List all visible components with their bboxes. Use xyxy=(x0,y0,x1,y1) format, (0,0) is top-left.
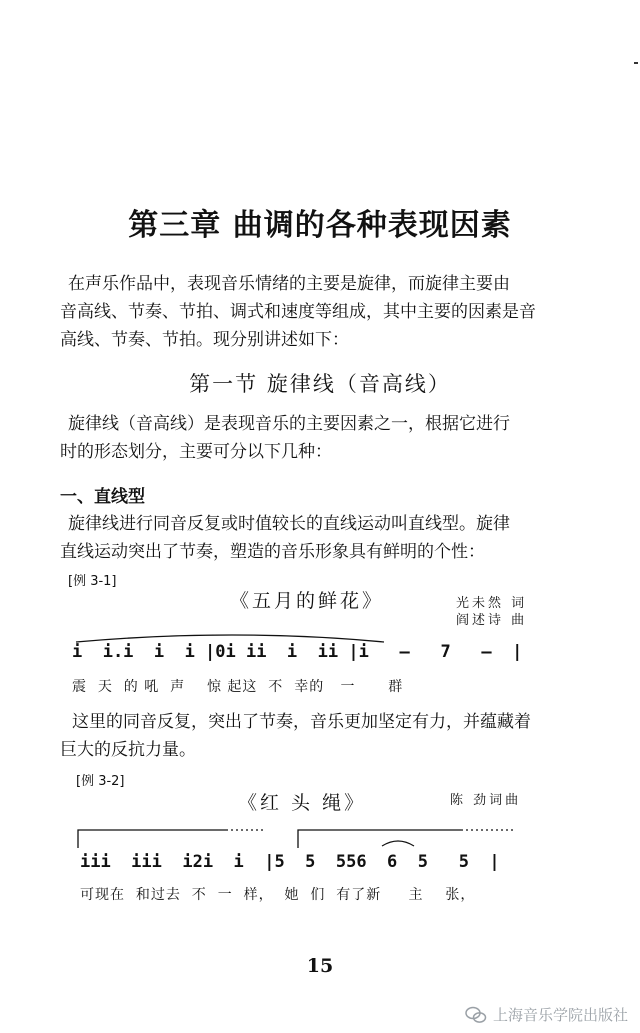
scan-mark xyxy=(634,62,638,64)
example-1-notation: i i.i i i |0i ii i ii |i – 7 – | xyxy=(72,642,523,662)
example-1-label: [例 3-1] xyxy=(68,574,117,589)
watermark-text: 上海音乐学院出版社 xyxy=(492,1006,628,1024)
type-line-1: 旋律线进行同音反复或时值较长的直线运动叫直线型。旋律 xyxy=(68,514,510,534)
intro-paragraph xyxy=(60,270,560,354)
page-number: 15 xyxy=(306,955,334,977)
section-line-2: 时的形态划分，主要可分以下几种： xyxy=(60,442,332,462)
example-2-repeat-brackets xyxy=(76,824,536,854)
chapter-title: 第三章 曲调的各种表现因素 xyxy=(128,208,512,243)
example-2-title: 《红 头 绳》 xyxy=(238,792,367,814)
intro-line-2: 音高线、节奏、节拍、调式和速度等组成，其中主要的因素是音 xyxy=(60,302,536,322)
section-line-1: 旋律线（音高线）是表现音乐的主要因素之一，根据它进行 xyxy=(68,414,510,434)
example-1-composer: 阎述诗 曲 xyxy=(456,613,528,628)
section-paragraph xyxy=(60,410,560,466)
example-2-notation: iii iii i2i i |5 5 556 6 5 5 | xyxy=(80,852,500,872)
comment-paragraph xyxy=(60,708,560,764)
example-1-lyricist: 光未然 词 xyxy=(456,596,528,611)
example-1-title: 《五月的鲜花》 xyxy=(230,590,385,612)
type-paragraph xyxy=(60,510,560,566)
intro-line-1: 在声乐作品中，表现音乐情绪的主要是旋律，而旋律主要由 xyxy=(68,274,510,294)
wechat-icon xyxy=(465,1006,487,1024)
section-title: 第一节 旋律线（音高线） xyxy=(189,372,451,396)
example-2-label: [例 3-2] xyxy=(76,774,125,789)
type-line-2: 直线运动突出了节奏，塑造的音乐形象具有鲜明的个性： xyxy=(60,542,485,562)
comment-line-2: 巨大的反抗力量。 xyxy=(60,740,196,760)
intro-line-3: 高线、节奏、节拍。现分别讲述如下： xyxy=(60,330,349,350)
example-2-lyrics: 可现在 和过去 不 一 样， 她 们 有了新 主 张， xyxy=(80,887,476,903)
subsection-heading: 一、直线型 xyxy=(60,487,145,507)
example-1-credit xyxy=(456,595,527,629)
example-1-lyrics: 震 天 的 吼 声 惊 起这 不 幸的 一 群 xyxy=(72,679,404,695)
publisher-watermark xyxy=(465,1004,628,1025)
example-2-credit: 陈 劲词曲 xyxy=(450,793,522,808)
comment-line-1: 这里的同音反复，突出了节奏，音乐更加坚定有力，并蕴藏着 xyxy=(72,712,531,732)
